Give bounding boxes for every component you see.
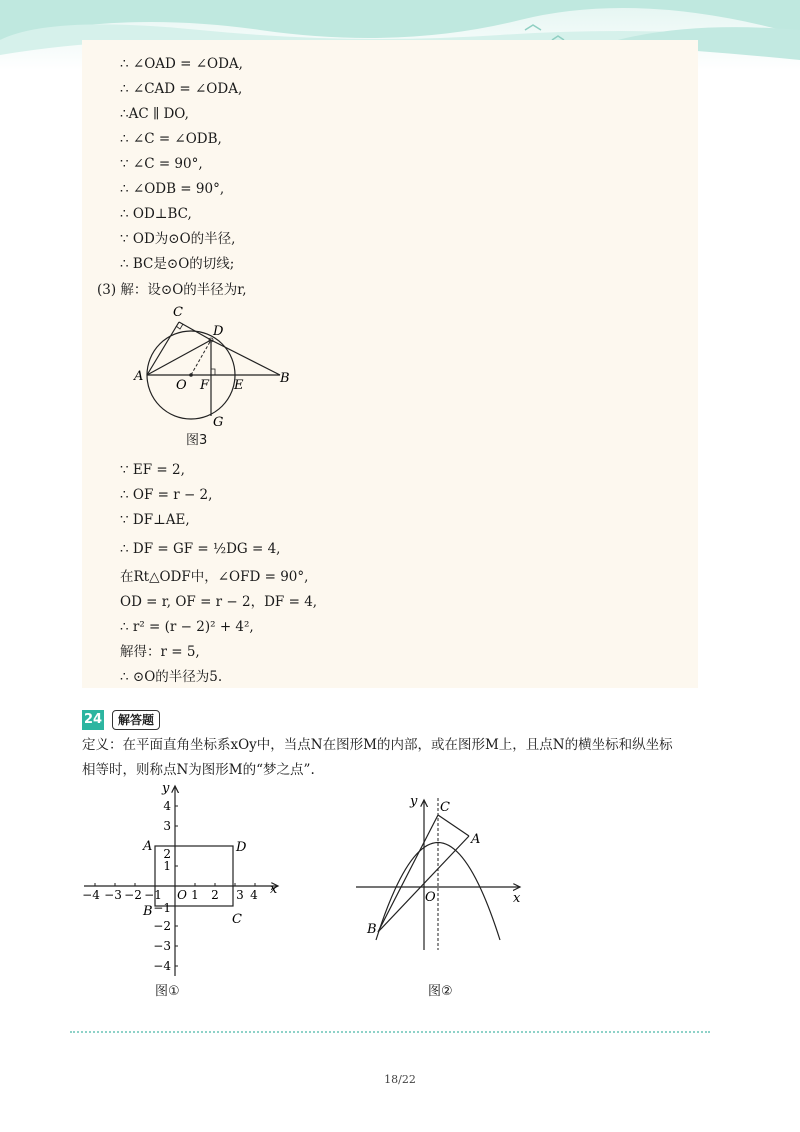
label-o: O [176, 378, 187, 393]
x-tick: 2 [211, 888, 219, 902]
y-tick: 3 [163, 819, 171, 833]
proof-line: ∴ ∠C = ∠ODB, [120, 131, 222, 147]
label-d: D [236, 840, 247, 855]
solution-line: 在Rt△ODF中，∠OFD = 90°, [120, 569, 309, 585]
label-c: C [173, 305, 183, 320]
label-a: A [471, 832, 481, 847]
figure-3 [125, 300, 305, 430]
solution-line: ∴ DF = GF = ½DG = 4, [120, 541, 281, 557]
proof-line: ∴ OD⊥BC, [120, 206, 192, 222]
proof-line: ∴AC ∥ DO, [120, 106, 189, 122]
label-e: E [234, 378, 244, 393]
y-tick: −3 [153, 939, 171, 953]
label-c: C [440, 800, 450, 815]
solution-line: ∴ ⊙O的半径为5. [120, 669, 223, 685]
solution-line: ∵ EF = 2, [120, 462, 185, 478]
page-number: 18/22 [384, 1073, 416, 1086]
y-axis-label: y [410, 794, 418, 809]
proof-line: ∴ ∠CAD = ∠ODA, [120, 81, 243, 97]
question-text-line-2: 相等时，则称点N为图形M的“梦之点”. [82, 762, 315, 778]
y-axis-label: y [162, 781, 170, 796]
label-a: A [143, 839, 153, 854]
solution-line: OD = r, OF = r − 2，DF = 4, [120, 594, 318, 610]
label-b: B [143, 904, 153, 919]
label-b: B [367, 922, 377, 937]
x-tick: 4 [250, 888, 258, 902]
y-tick: 4 [163, 799, 171, 813]
x-tick: −4 [82, 888, 100, 902]
label-b: B [280, 371, 290, 386]
question-number-badge: 24 [82, 710, 104, 730]
x-tick: −1 [144, 888, 162, 902]
label-f: F [200, 378, 210, 393]
label-g: G [213, 415, 224, 430]
figure-1-caption: 图① [155, 984, 180, 999]
footer-divider [70, 1031, 710, 1033]
y-tick: −1 [153, 901, 171, 915]
figure-2 [350, 790, 540, 960]
solution-line: ∴ OF = r − 2, [120, 487, 213, 503]
x-axis-label: x [513, 891, 521, 906]
part3-intro: (3) 解：设⊙O的半径为r, [97, 282, 247, 298]
figure-2-caption: 图② [428, 984, 453, 999]
proof-line: ∴ BC是⊙O的切线; [120, 256, 235, 272]
y-tick: −2 [153, 919, 171, 933]
y-tick: −4 [153, 959, 171, 973]
x-tick: 3 [236, 888, 244, 902]
question-type-tag: 解答题 [112, 710, 160, 730]
proof-line: ∴ ∠OAD = ∠ODA, [120, 56, 243, 72]
solution-line: 解得：r = 5, [120, 644, 200, 660]
line-bc [378, 815, 438, 932]
x-axis-label: x [270, 882, 278, 897]
x-tick: 1 [191, 888, 199, 902]
proof-line: ∵ ∠C = 90°, [120, 156, 203, 172]
solution-line: ∵ DF⊥AE, [120, 512, 190, 528]
label-a: A [134, 369, 144, 384]
question-text-line-1: 定义：在平面直角坐标系xOy中，当点N在图形M的内部，或在图形M上，且点N的横坐标和纵坐标 [82, 737, 673, 753]
x-tick: −2 [124, 888, 142, 902]
x-tick: −3 [104, 888, 122, 902]
origin-label: O [177, 888, 187, 902]
figure-1 [80, 780, 290, 980]
line-db [211, 340, 280, 375]
label-d: D [213, 324, 224, 339]
origin-label: O [425, 890, 436, 905]
label-c: C [232, 912, 242, 927]
y-tick: 1 [163, 859, 171, 873]
figure-3-caption: 图3 [186, 433, 208, 448]
line-ac [147, 322, 179, 375]
line-ca [438, 815, 469, 836]
y-tick: 2 [163, 847, 171, 861]
proof-line: ∴ ∠ODB = 90°, [120, 181, 225, 197]
solution-line: ∴ r² = (r − 2)² + 4², [120, 619, 254, 635]
proof-line: ∵ OD为⊙O的半径, [120, 231, 236, 247]
